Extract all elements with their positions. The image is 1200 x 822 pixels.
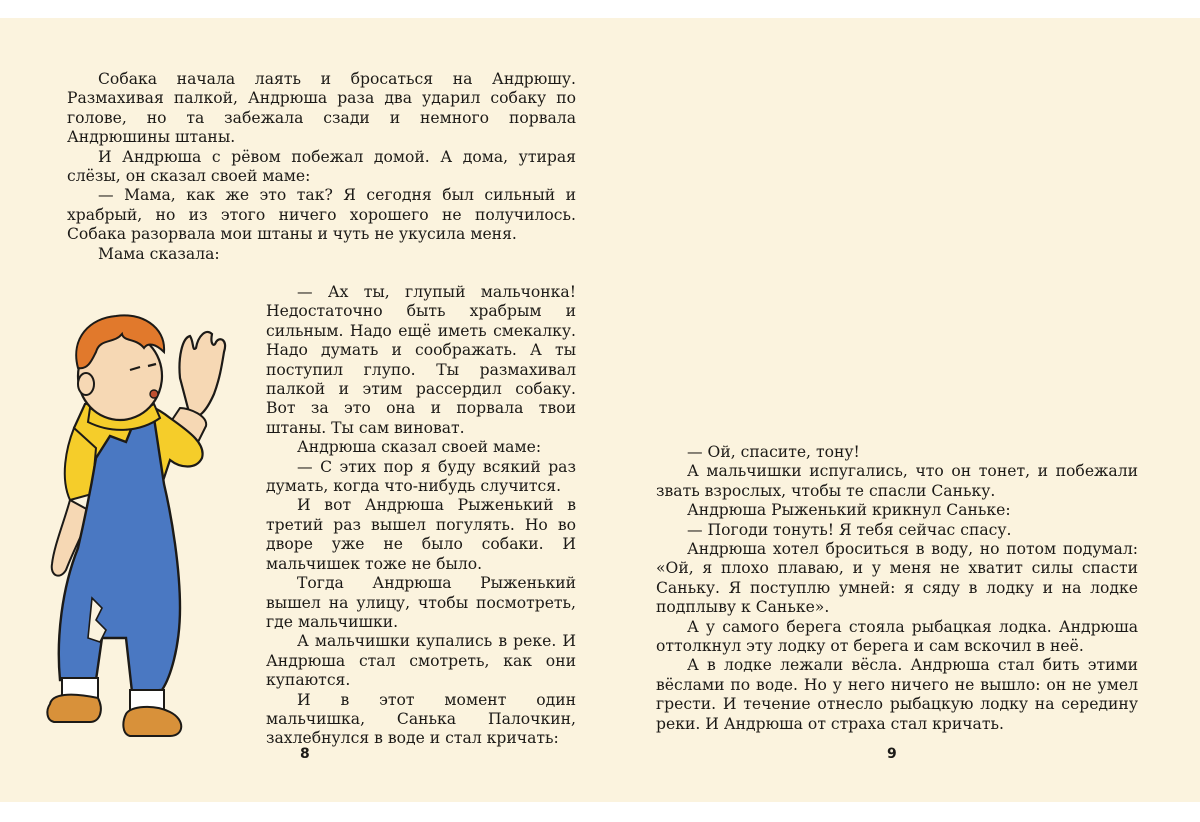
paragraph: А мальчишки испугались, что он тонет, и побежали звать взрослых, чтобы те спасли Саньку. — [656, 462, 1138, 500]
paragraph: А мальчишки купались в реке. И Андрюша стал смотреть, как они купаются. — [266, 632, 576, 690]
right-page — [600, 18, 1200, 802]
paragraph: — С этих пор я буду всякий раз думать, когда что-нибудь случится. — [266, 457, 576, 496]
paragraph: — Ой, спасите, тону! — [687, 443, 860, 461]
paragraph: А у самого берега стояла рыбацкая лодка. Андрюша оттолкнул эту лодку от берега и сам вскочил в неё. — [656, 617, 1138, 656]
paragraph: Тогда Андрюша Рыженький вышел на улицу, чтобы посмотреть, где мальчишки. — [266, 574, 576, 631]
paragraph: И в этот момент один мальчишка, Санька Палочкин, захлебнулся в воде и стал кричать: — [266, 690, 576, 748]
boy-rowing-boat-illustration — [1196, 82, 1200, 382]
paragraph: Андрюша Рыженький крикнул Саньке: — [687, 501, 1011, 520]
page-number-left: 8 — [300, 746, 310, 762]
paragraph: Мама сказала: — [98, 244, 220, 263]
paragraph: — Мама, как же это так? Я сегодня был сильный и храбрый, но из этого ничего хорошего не получилось. Собака разорвала мои штаны и чуть не укусила меня. — [67, 186, 576, 244]
left-page-top-text — [67, 70, 576, 264]
paragraph: И вот Андрюша Рыженький в третий раз вышел погулять. Но во дворе уже не было собаки. И мальчишек тоже не было. — [266, 496, 576, 573]
page-number-right: 9 — [887, 746, 897, 762]
paragraph: Андрюша сказал своей маме: — [297, 438, 542, 457]
paragraph: — Погоди тонуть! Я тебя сейчас спасу. — [687, 520, 1012, 539]
paragraph: Собака начала лаять и бросаться на Андрюшу. Размахивая палкой, Андрюша раза два ударил собаку по голове, но та забежала сзади и немного порвала Андрюшины штаны. — [67, 70, 576, 147]
paragraph: — Ах ты, глупый мальчонка! Недостаточно быть храбрым и сильным. Надо ещё иметь смекалку. Надо думать и соображать. А ты поступил глупо. Ты размахивал палкой и этим рассердил собаку. Вот за это она и порвала твои штаны. Ты сам виноват. — [266, 283, 576, 437]
book-spread — [0, 18, 1200, 802]
paragraph: И Андрюша с рёвом побежал домой. А дома, утирая слёзы, он сказал своей маме: — [67, 147, 576, 186]
right-page-text — [656, 443, 1138, 734]
paragraph: А в лодке лежали вёсла. Андрюша стал бить этими вёслами по воде. Но у него ничего не вышло: он не умел грести. И течение отнесло рыбацкую лодку на середину реки. И Андрюша от страха стал кричать. — [656, 656, 1138, 733]
boy-waving-illustration — [30, 308, 250, 768]
left-page-column-text — [266, 283, 576, 749]
paragraph: Андрюша хотел броситься в воду, но потом подумал: «Ой, я плохо плаваю, и у меня не хватит силы спасти Саньку. Я поступлю умней: я сяду в лодку и на лодке подплыву к Саньке». — [656, 540, 1138, 617]
left-page — [0, 18, 600, 802]
